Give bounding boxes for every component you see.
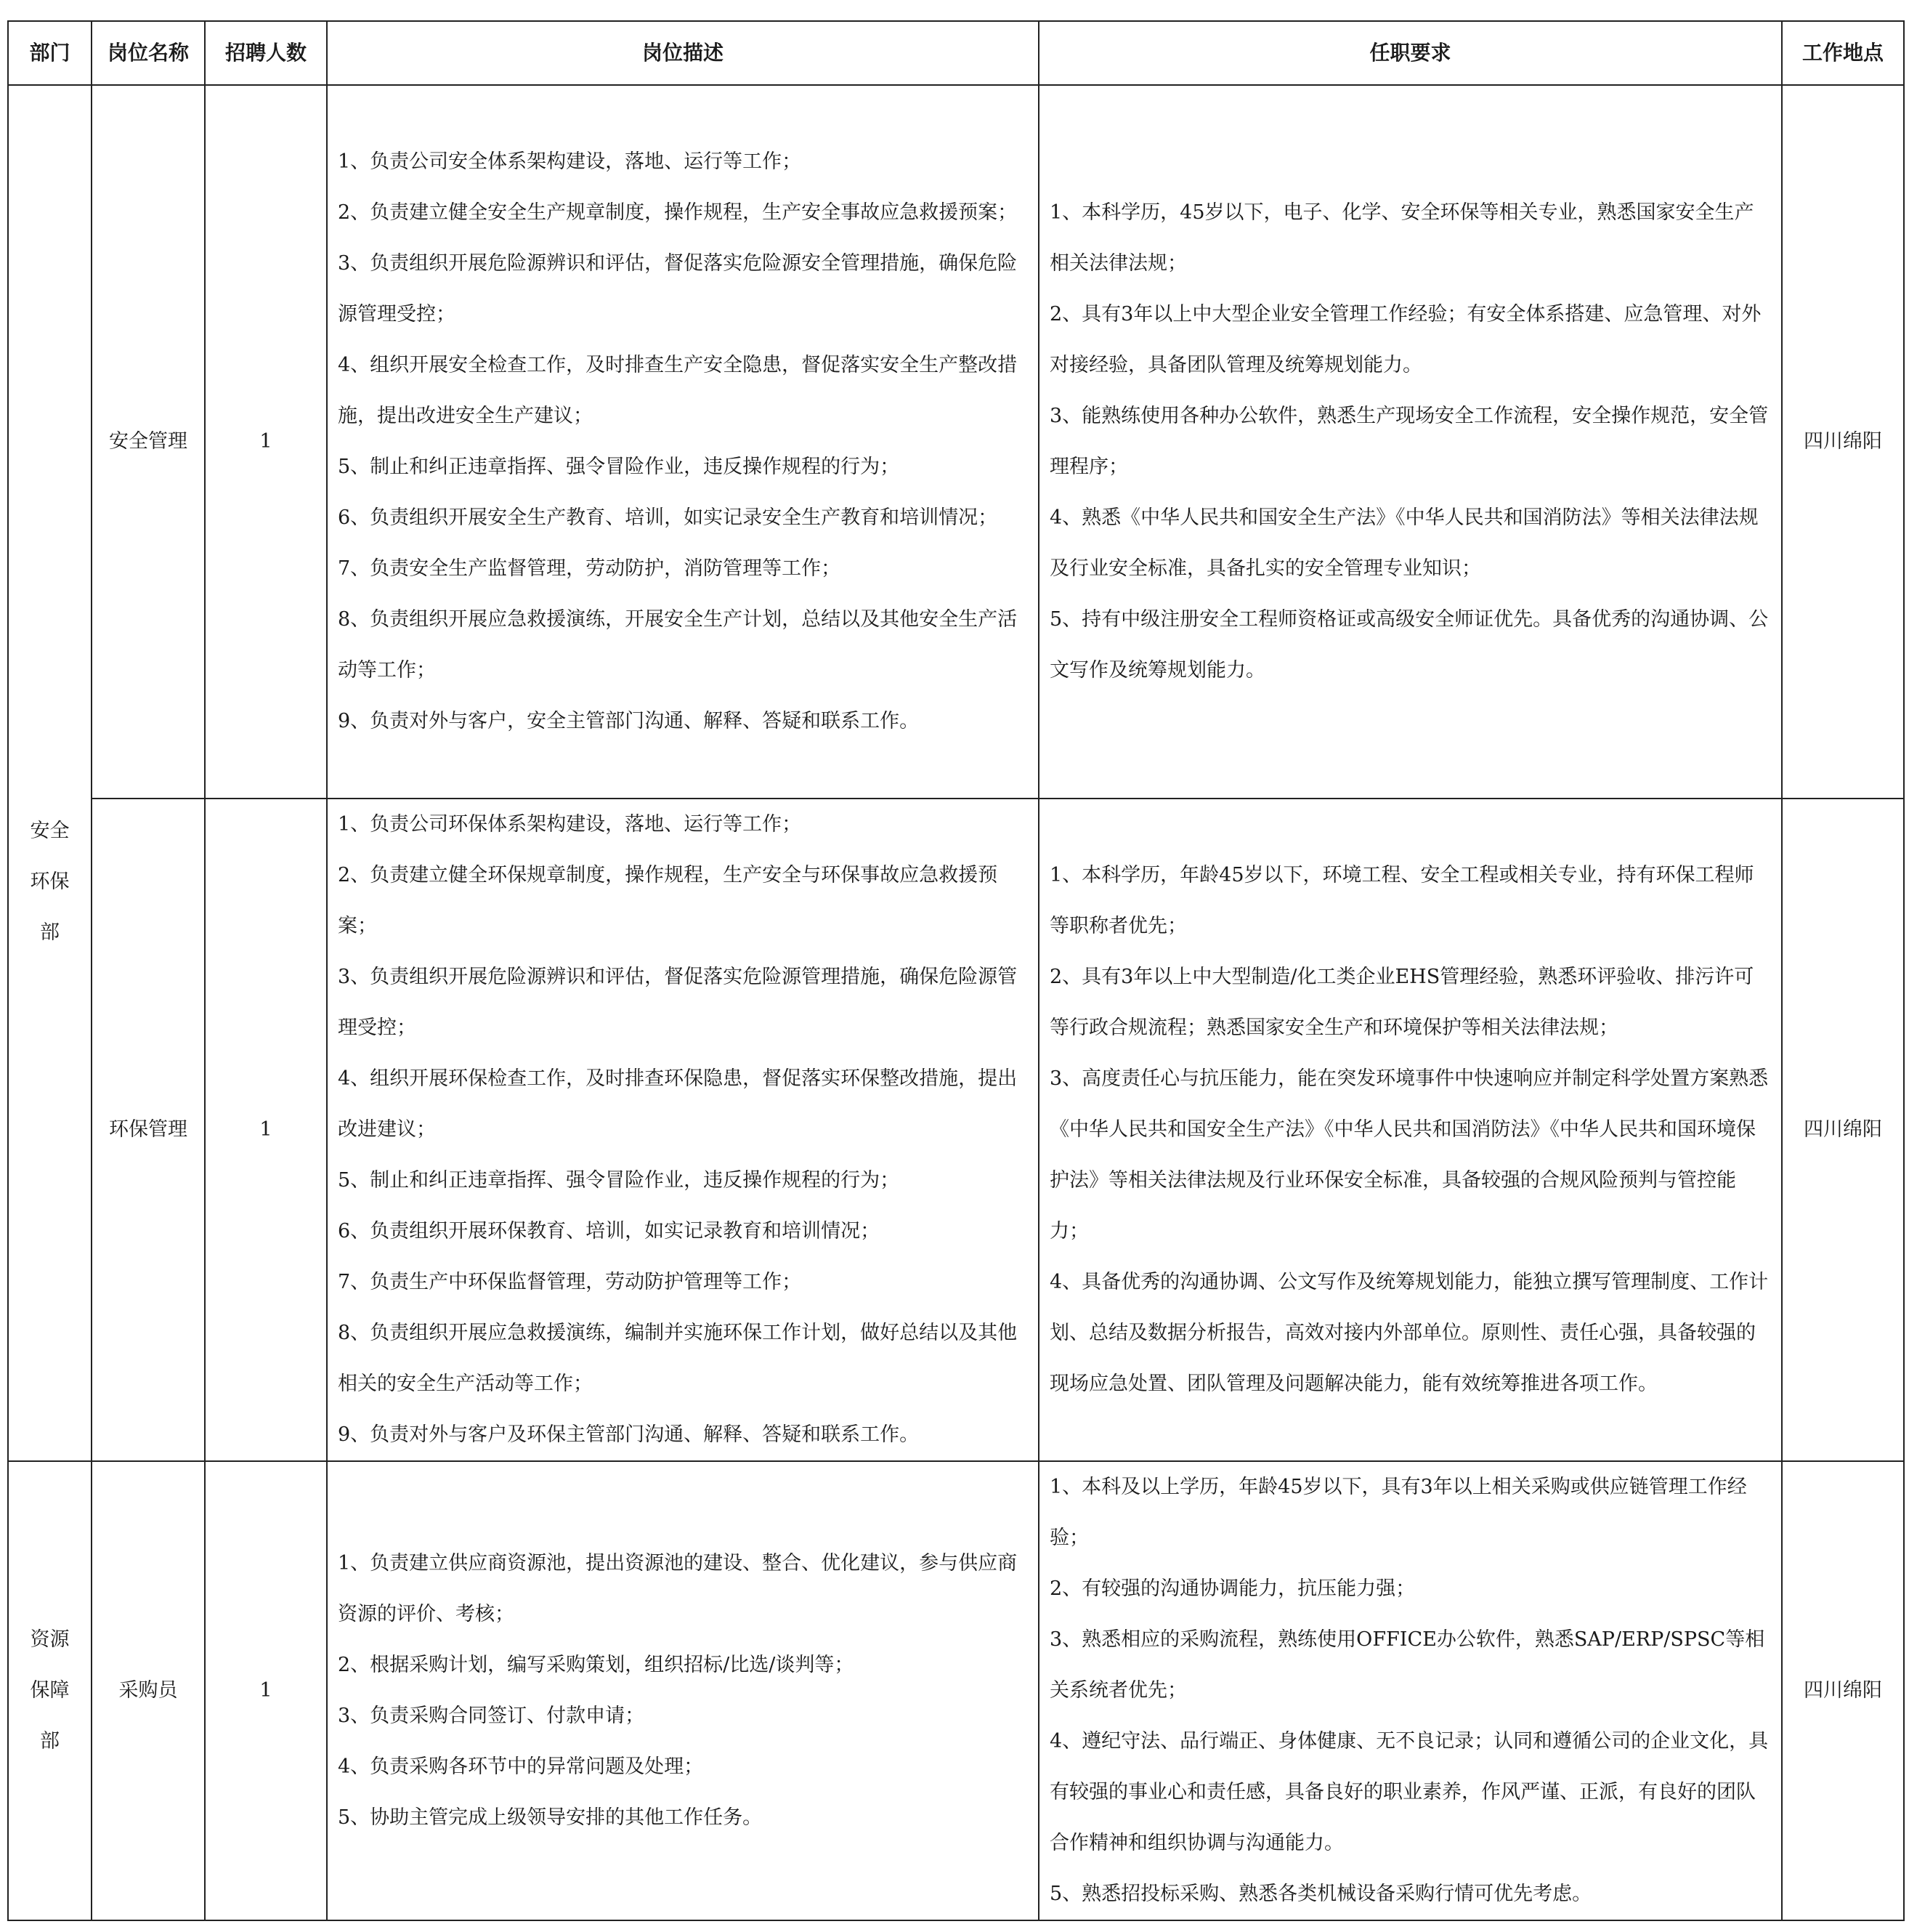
description-item: 5、协助主管完成上级领导安排的其他工作任务。 [338, 1806, 763, 1829]
position-cell: 安全管理 [92, 85, 205, 799]
location-cell: 四川绵阳 [1782, 1461, 1904, 1920]
description-item: 4、组织开展环保检查工作，及时排查环保隐患，督促落实环保整改措施，提出改进建议； [338, 1067, 1018, 1141]
description-item: 1、负责公司安全体系架构建设，落地、运行等工作； [338, 150, 802, 173]
description-cell [327, 85, 1039, 799]
description-item: 1、负责公司环保体系架构建设，落地、运行等工作； [338, 813, 802, 836]
header-location: 工作地点 [1782, 21, 1904, 85]
description-item: 7、负责安全生产监督管理，劳动防护，消防管理等工作； [338, 557, 841, 580]
header-dept: 部门 [8, 21, 92, 85]
location-cell: 四川绵阳 [1782, 799, 1904, 1461]
description-cell [327, 799, 1039, 1461]
requirement-item: 3、能熟练使用各种办公软件，熟悉生产现场安全工作流程，安全操作规范，安全管理程序； [1050, 405, 1769, 478]
description-item: 5、制止和纠正违章指挥、强令冒险作业，违反操作规程的行为； [338, 456, 900, 478]
description-item: 3、负责采购合同签订、付款申请； [338, 1705, 645, 1727]
description-item: 9、负责对外与客户及环保主管部门沟通、解释、答疑和联系工作。 [338, 1423, 920, 1446]
dept-name-line: 环保 [30, 870, 70, 893]
dept-name-line: 部 [40, 921, 60, 944]
dept-name-line: 资源 [30, 1628, 70, 1651]
description-item: 3、负责组织开展危险源辨识和评估，督促落实危险源安全管理措施，确保危险源管理受控； [338, 252, 1018, 326]
header-requirements: 任职要求 [1039, 21, 1782, 85]
description-item: 6、负责组织开展安全生产教育、培训，如实记录安全生产教育和培训情况； [338, 506, 998, 529]
count-cell: 1 [205, 85, 327, 799]
dept-name-line: 保障 [30, 1679, 70, 1702]
count-cell: 1 [205, 799, 327, 1461]
table-row [8, 85, 1904, 799]
dept-name-line: 部 [40, 1730, 60, 1753]
dept-cell [8, 85, 92, 1461]
requirement-item: 4、具备优秀的沟通协调、公文写作及统筹规划能力，能独立撰写管理制度、工作计划、总结及数据分析报告，高效对接内外部单位。原则性、责任心强，具备较强的现场应急处置、团队管理及问题解决能力，能有效统筹推进各项工作。 [1050, 1271, 1769, 1395]
description-item: 4、负责采购各环节中的异常问题及处理； [338, 1755, 704, 1778]
position-cell: 环保管理 [92, 799, 205, 1461]
table-row [8, 799, 1904, 1461]
header-count: 招聘人数 [205, 21, 327, 85]
requirement-item: 4、熟悉《中华人民共和国安全生产法》《中华人民共和国消防法》等相关法律法规及行业安全标准，具备扎实的安全管理专业知识； [1050, 506, 1759, 580]
description-item: 5、制止和纠正违章指挥、强令冒险作业，违反操作规程的行为； [338, 1169, 900, 1192]
requirement-item: 2、具有3年以上中大型制造/化工类企业EHS管理经验，熟悉环评验收、排污许可等行政合规流程；熟悉国家安全生产和环境保护等相关法律法规； [1050, 966, 1754, 1039]
description-item: 8、负责组织开展应急救援演练，开展安全生产计划，总结以及其他安全生产活动等工作； [338, 608, 1018, 682]
requirement-item: 5、持有中级注册安全工程师资格证或高级安全师证优先。具备优秀的沟通协调、公文写作及统筹规划能力。 [1050, 608, 1769, 682]
description-item: 7、负责生产中环保监督管理，劳动防护管理等工作； [338, 1271, 802, 1293]
header-position: 岗位名称 [92, 21, 205, 85]
requirement-item: 3、熟悉相应的采购流程，熟练使用OFFICE办公软件，熟悉SAP/ERP/SPSC等相关系统者优先； [1050, 1628, 1765, 1702]
description-item: 2、根据采购计划，编写采购策划，组织招标/比选/谈判等； [338, 1654, 854, 1676]
requirement-item: 5、熟悉招投标采购、熟悉各类机械设备采购行情可优先考虑。 [1050, 1883, 1592, 1905]
requirements-cell [1039, 85, 1782, 799]
description-item: 2、负责建立健全环保规章制度，操作规程，生产安全与环保事故应急救援预案； [338, 864, 998, 937]
description-item: 6、负责组织开展环保教育、培训，如实记录教育和培训情况； [338, 1220, 880, 1242]
dept-cell [8, 1461, 92, 1920]
description-item: 2、负责建立健全安全生产规章制度，操作规程，生产安全事故应急救援预案； [338, 201, 1018, 224]
description-item: 8、负责组织开展应急救援演练，编制并实施环保工作计划，做好总结以及其他相关的安全生产活动等工作； [338, 1322, 1018, 1395]
description-item: 3、负责组织开展危险源辨识和评估，督促落实危险源管理措施，确保危险源管理受控； [338, 966, 1018, 1039]
description-cell [327, 1461, 1039, 1920]
location-cell: 四川绵阳 [1782, 85, 1904, 799]
requirements-cell [1039, 1461, 1782, 1920]
requirement-item: 2、有较强的沟通协调能力，抗压能力强； [1050, 1577, 1416, 1600]
requirement-item: 2、具有3年以上中大型企业安全管理工作经验；有安全体系搭建、应急管理、对外对接经验，具备团队管理及统筹规划能力。 [1050, 303, 1762, 376]
description-item: 1、负责建立供应商资源池，提出资源池的建设、整合、优化建议，参与供应商资源的评价、考核； [338, 1552, 1018, 1625]
description-item: 4、组织开展安全检查工作，及时排查生产安全隐患，督促落实安全生产整改措施，提出改进安全生产建议； [338, 354, 1018, 427]
requirement-item: 3、高度责任心与抗压能力，能在突发环境事件中快速响应并制定科学处置方案熟悉《中华人民共和国安全生产法》《中华人民共和国消防法》《中华人民共和国环境保护法》等相关法律法规及行业环保安全标准，具备较强的合规风险预判与管控能力； [1050, 1067, 1769, 1242]
count-cell: 1 [205, 1461, 327, 1920]
requirement-item: 1、本科及以上学历，年龄45岁以下，具有3年以上相关采购或供应链管理工作经验； [1050, 1476, 1747, 1549]
recruitment-table [7, 20, 1905, 1921]
header-row [8, 21, 1904, 85]
table-row [8, 1461, 1904, 1920]
dept-name-line: 安全 [30, 820, 70, 842]
requirement-item: 4、遵纪守法、品行端正、身体健康、无不良记录；认同和遵循公司的企业文化，具有较强的事业心和责任感，具备良好的职业素养，作风严谨、正派，有良好的团队合作精神和组织协调与沟通能力。 [1050, 1730, 1769, 1854]
description-item: 9、负责对外与客户，安全主管部门沟通、解释、答疑和联系工作。 [338, 710, 920, 732]
requirement-item: 1、本科学历，年龄45岁以下，环境工程、安全工程或相关专业，持有环保工程师等职称者优先； [1050, 864, 1754, 937]
position-cell: 采购员 [92, 1461, 205, 1920]
requirement-item: 1、本科学历，45岁以下，电子、化学、安全环保等相关专业，熟悉国家安全生产相关法律法规； [1050, 201, 1754, 275]
header-description: 岗位描述 [327, 21, 1039, 85]
requirements-cell [1039, 799, 1782, 1461]
